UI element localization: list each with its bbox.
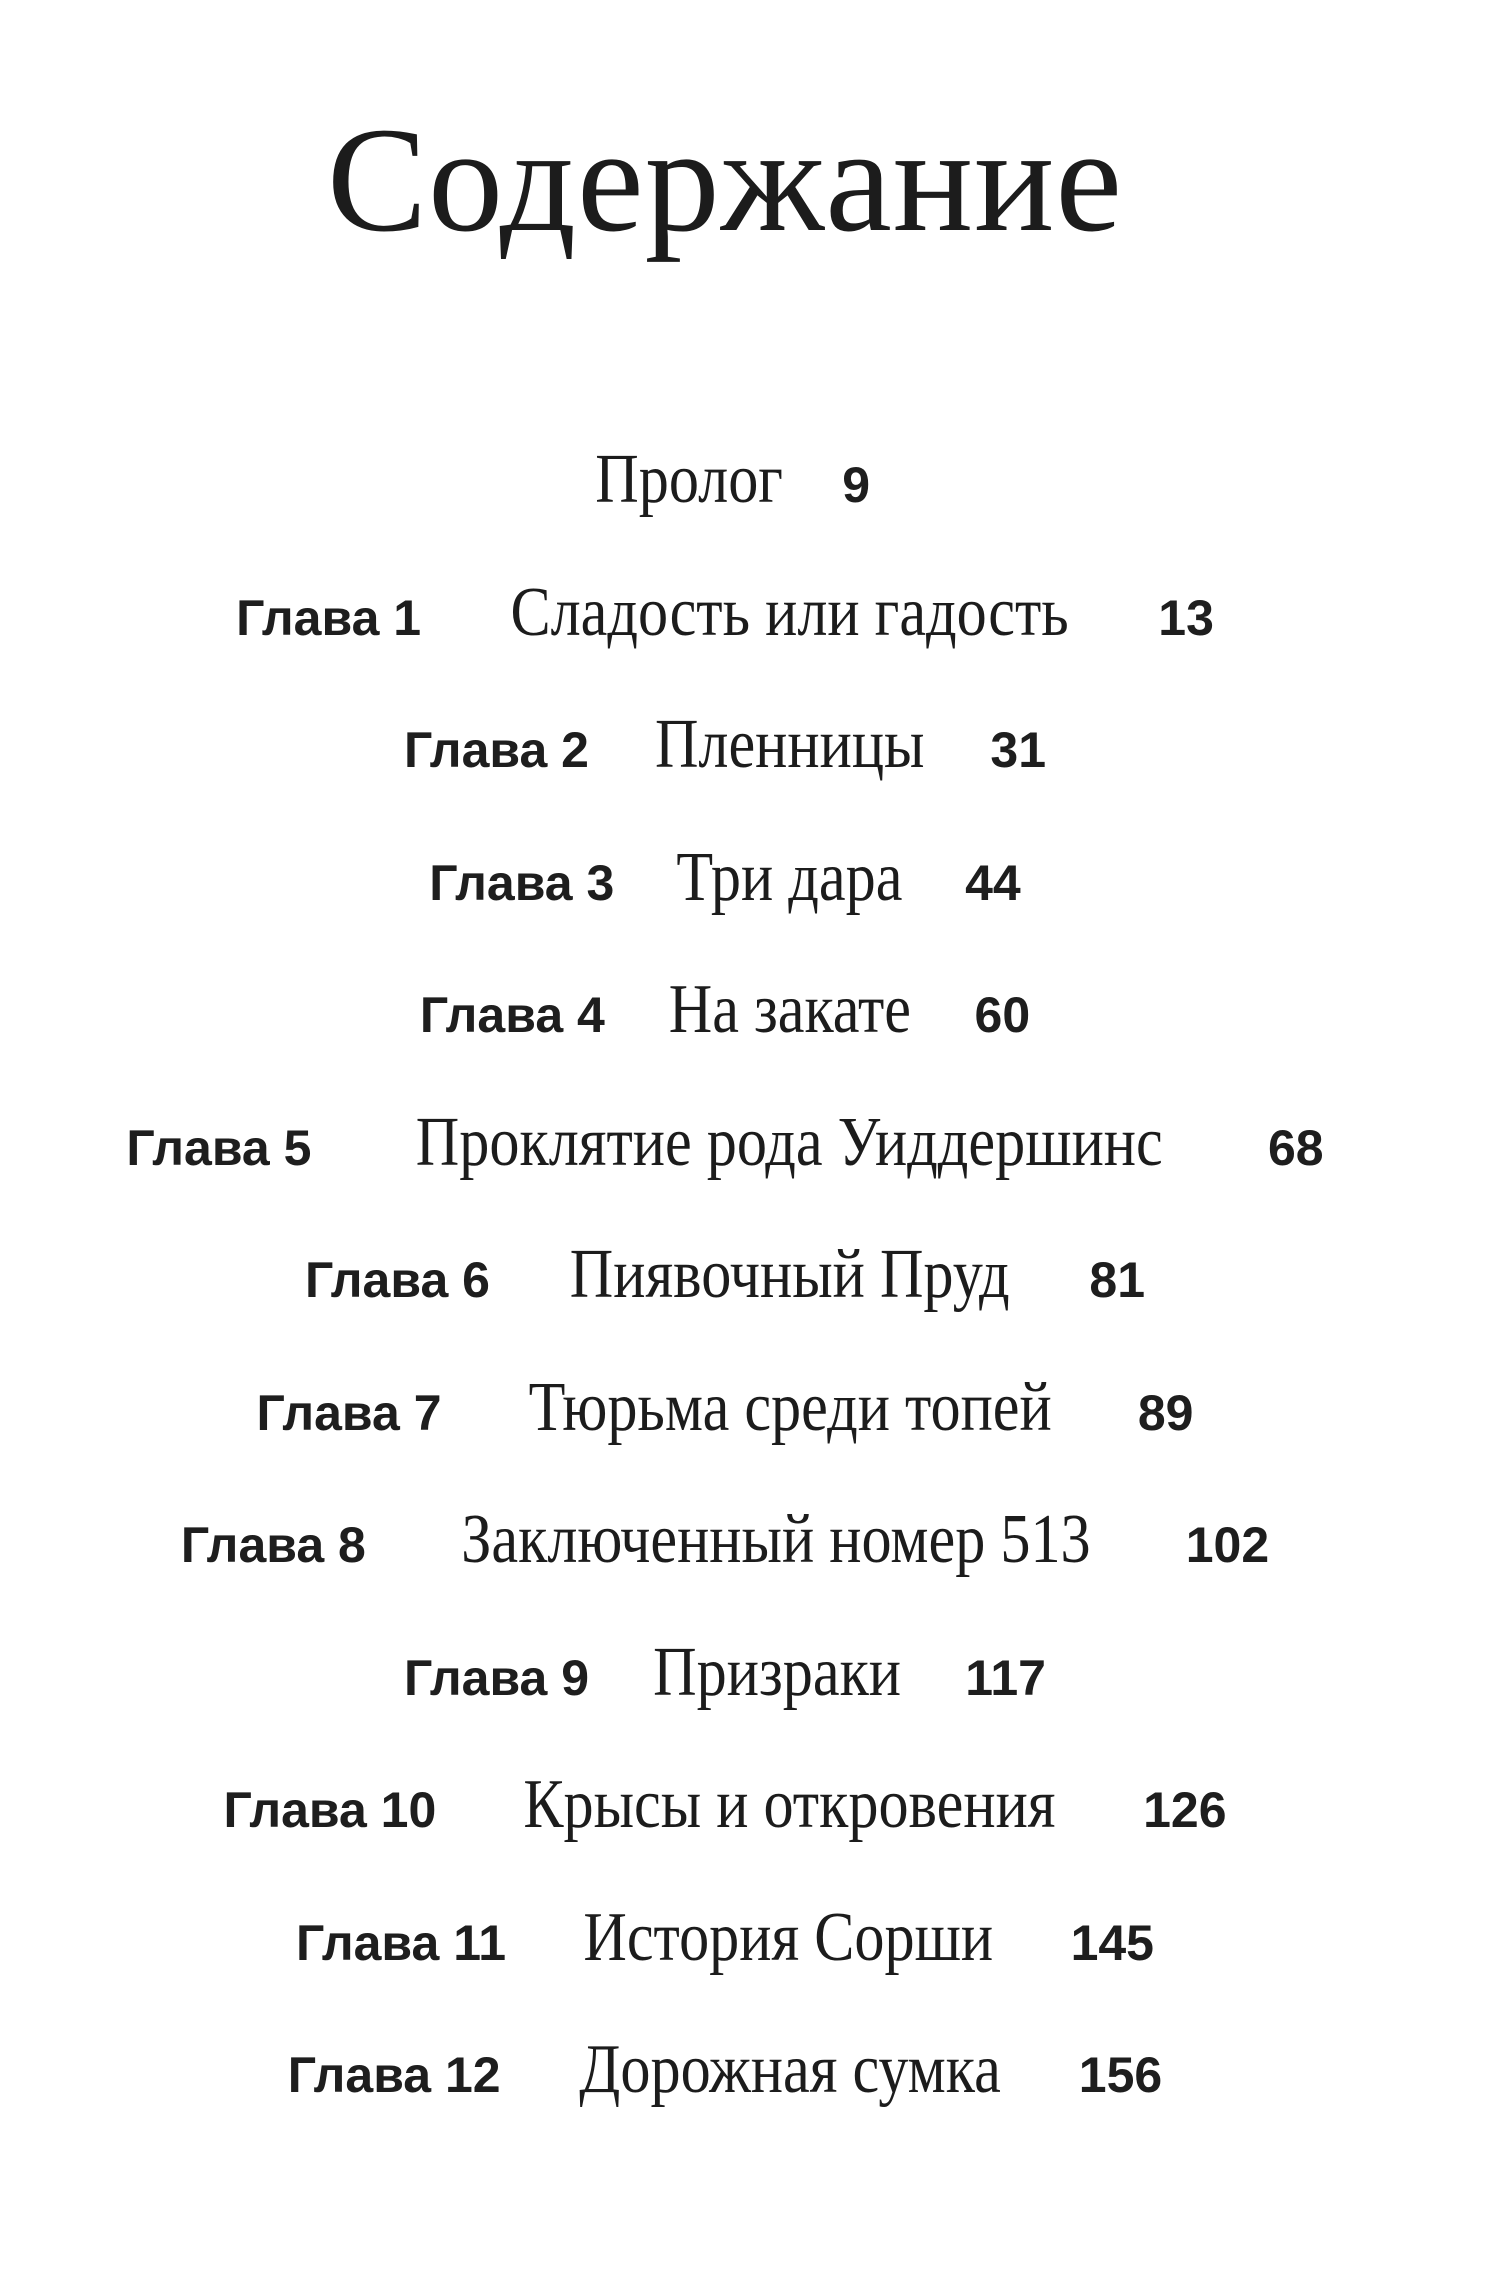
toc-entry-chapter-3: [0, 838, 1450, 971]
toc-entry-label: Глава 6: [304, 1252, 490, 1308]
toc-entry-chapter-8: [0, 1500, 1450, 1633]
toc-entry-label: Глава 4: [419, 987, 605, 1043]
toc-entry-label: Глава 9: [404, 1649, 590, 1706]
toc-entry-page: 60: [974, 987, 1031, 1043]
toc-entry-label: Глава 8: [180, 1517, 366, 1573]
toc-entry-title: Заключенный номер 513: [461, 1501, 1091, 1578]
toc-entry-chapter-7: [0, 1368, 1450, 1501]
toc-entry-label: Глава 1: [236, 589, 422, 646]
toc-entry-chapter-4: [0, 970, 1450, 1103]
toc-entry-page: 117: [965, 1649, 1046, 1706]
toc-entry-title: Сладость или гадость: [510, 573, 1069, 651]
toc-entry-chapter-12: [0, 2030, 1450, 2163]
toc-entry-prologue: [0, 440, 1450, 573]
toc-entry-label: Глава 7: [256, 1384, 442, 1441]
toc-entry-label: Глава 2: [403, 722, 589, 778]
toc-entry-label: Глава 5: [126, 1119, 312, 1176]
page-title: Содержание: [327, 97, 1123, 263]
toc-entry-page: 31: [990, 722, 1047, 778]
toc-entry-page: 145: [1070, 1914, 1154, 1971]
toc-entry-chapter-1: [0, 573, 1450, 706]
toc-entry-title: Дорожная сумка: [578, 2031, 1001, 2108]
toc-entry-page: 9: [842, 457, 871, 513]
toc-entry-chapter-5: [0, 1103, 1450, 1236]
toc-entry-chapter-9: [0, 1633, 1450, 1766]
toc-entry-title: На закате: [668, 971, 911, 1048]
toc-entry-label: Глава 12: [287, 2047, 501, 2103]
toc-list: [0, 440, 1450, 2163]
toc-entry-page: 102: [1185, 1517, 1270, 1573]
toc-entry-title: Тюрьма среди топей: [528, 1368, 1052, 1446]
toc-entry-title: Пролог: [595, 441, 783, 518]
toc-entry-label: Глава 11: [296, 1914, 507, 1971]
toc-entry-title: История Сорши: [583, 1898, 994, 1976]
toc-entry-chapter-6: [0, 1235, 1450, 1368]
toc-entry-title: Пленницы: [654, 706, 925, 783]
toc-entry-title: Три дара: [676, 838, 903, 916]
toc-entry-label: Глава 3: [429, 854, 615, 911]
toc-entry-page: 126: [1143, 1782, 1227, 1838]
toc-entry-page: 44: [965, 854, 1021, 911]
toc-entry-title: Крысы и откровения: [523, 1766, 1056, 1843]
toc-entry-page: 13: [1158, 589, 1214, 646]
toc-entry-title: Призраки: [653, 1633, 902, 1711]
toc-entry-label: Глава 10: [223, 1782, 437, 1838]
toc-entry-page: 68: [1267, 1119, 1324, 1176]
toc-entry-page: 81: [1089, 1252, 1146, 1308]
toc-entry-chapter-11: [0, 1898, 1450, 2031]
toc-entry-page: 156: [1078, 2047, 1163, 2103]
toc-entry-chapter-10: [0, 1765, 1450, 1898]
toc-entry-chapter-2: [0, 705, 1450, 838]
toc-entry-title: Проклятие рода Уиддершинс: [416, 1103, 1164, 1181]
toc-entry-page: 89: [1137, 1384, 1194, 1441]
toc-entry-title: Пиявочный Пруд: [569, 1236, 1010, 1313]
